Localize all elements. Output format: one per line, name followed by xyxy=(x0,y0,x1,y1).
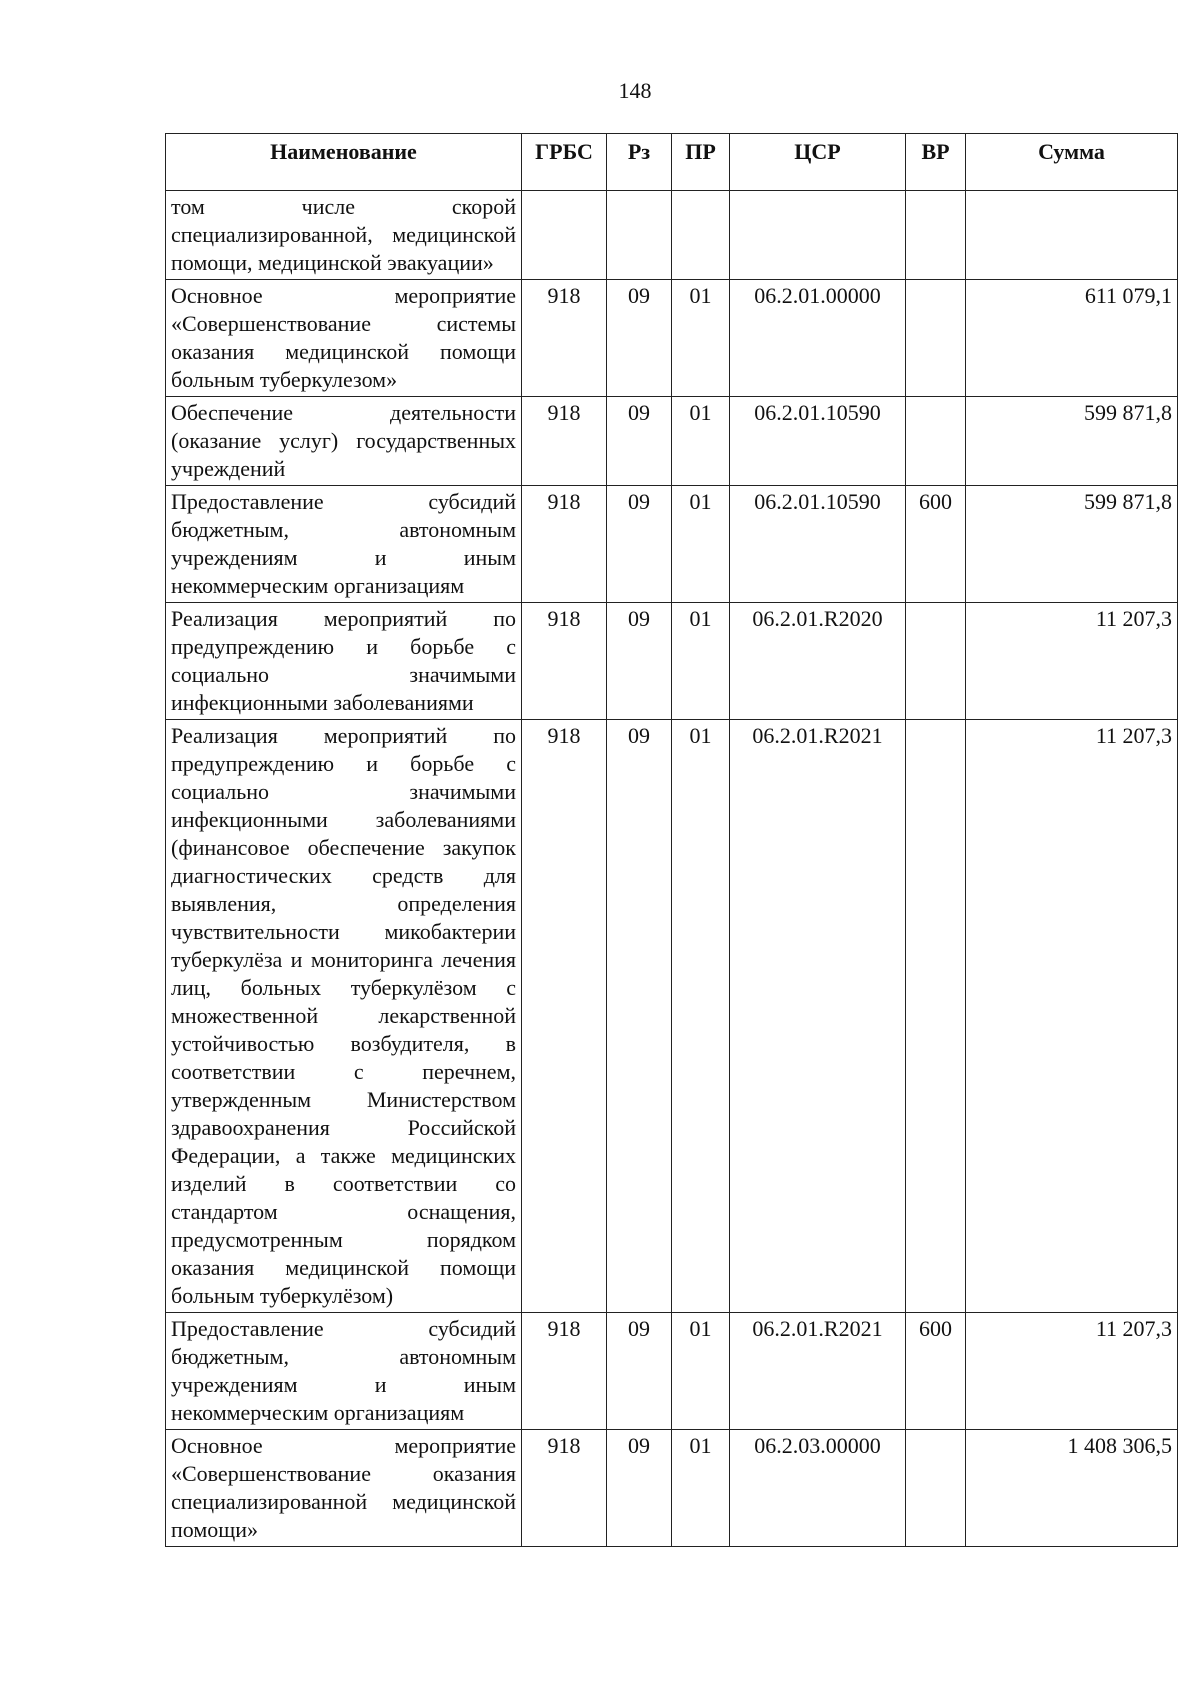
row-rz xyxy=(607,191,672,280)
row-vr xyxy=(906,720,966,1313)
row-name: том числе скорой специализированной, медицинской помощи, медицинской эвакуации» xyxy=(166,191,522,280)
row-csr: 06.2.01.10590 xyxy=(730,397,906,486)
table-row xyxy=(166,191,1178,280)
row-sum: 11 207,3 xyxy=(966,720,1178,1313)
table-row xyxy=(166,1430,1178,1547)
table-row xyxy=(166,720,1178,1313)
row-rz: 09 xyxy=(607,603,672,720)
table-header-row xyxy=(166,134,1178,191)
row-pr xyxy=(672,191,730,280)
row-name: Предоставление субсидий бюджетным, автономным учреждениям и иным некоммерческим организациям xyxy=(166,486,522,603)
row-csr: 06.2.01.R2020 xyxy=(730,603,906,720)
row-pr: 01 xyxy=(672,1430,730,1547)
table-row xyxy=(166,486,1178,603)
row-grbs: 918 xyxy=(522,1430,607,1547)
budget-table xyxy=(165,133,1178,1547)
row-csr xyxy=(730,191,906,280)
row-grbs: 918 xyxy=(522,280,607,397)
row-name: Реализация мероприятий по предупреждению и борьбе с социально значимыми инфекционными заболеваниями xyxy=(166,603,522,720)
row-grbs xyxy=(522,191,607,280)
row-rz: 09 xyxy=(607,486,672,603)
header-pr: ПР xyxy=(672,134,730,191)
header-name: Наименование xyxy=(166,134,522,191)
table-row xyxy=(166,603,1178,720)
row-sum: 11 207,3 xyxy=(966,1313,1178,1430)
row-sum: 599 871,8 xyxy=(966,486,1178,603)
row-pr: 01 xyxy=(672,720,730,1313)
row-name: Обеспечение деятельности (оказание услуг) государственных учреждений xyxy=(166,397,522,486)
row-vr xyxy=(906,603,966,720)
row-sum: 599 871,8 xyxy=(966,397,1178,486)
row-pr: 01 xyxy=(672,397,730,486)
row-vr: 600 xyxy=(906,1313,966,1430)
row-rz: 09 xyxy=(607,280,672,397)
row-csr: 06.2.01.10590 xyxy=(730,486,906,603)
row-pr: 01 xyxy=(672,603,730,720)
row-grbs: 918 xyxy=(522,1313,607,1430)
table-row xyxy=(166,280,1178,397)
row-csr: 06.2.01.R2021 xyxy=(730,720,906,1313)
header-grbs: ГРБС xyxy=(522,134,607,191)
row-pr: 01 xyxy=(672,486,730,603)
row-grbs: 918 xyxy=(522,603,607,720)
row-csr: 06.2.01.00000 xyxy=(730,280,906,397)
row-name: Реализация мероприятий по предупреждению и борьбе с социально значимыми инфекционными заболеваниями (финансовое обеспечение закупок диагностических средств для выявления, определения чувствительности микобактерии туберкулёза и мониторинга лечения лиц, больных туберкулёзом с множественной лекарственной устойчивостью возбудителя, в соответствии с перечнем, утвержденным Министерством здравоохранения Российской Федерации, а также медицинских изделий в соответствии со стандартом оснащения, предусмотренным порядком оказания медицинской помощи больным туберкулёзом) xyxy=(166,720,522,1313)
row-name: Основное мероприятие «Совершенствование системы оказания медицинской помощи больным туберкулезом» xyxy=(166,280,522,397)
row-vr xyxy=(906,1430,966,1547)
row-vr: 600 xyxy=(906,486,966,603)
table-row xyxy=(166,1313,1178,1430)
row-csr: 06.2.01.R2021 xyxy=(730,1313,906,1430)
row-rz: 09 xyxy=(607,397,672,486)
row-vr xyxy=(906,280,966,397)
header-vr: ВР xyxy=(906,134,966,191)
row-sum: 611 079,1 xyxy=(966,280,1178,397)
row-grbs: 918 xyxy=(522,397,607,486)
row-csr: 06.2.03.00000 xyxy=(730,1430,906,1547)
row-rz: 09 xyxy=(607,1430,672,1547)
row-sum: 11 207,3 xyxy=(966,603,1178,720)
row-grbs: 918 xyxy=(522,486,607,603)
row-vr xyxy=(906,191,966,280)
row-name: Предоставление субсидий бюджетным, автономным учреждениям и иным некоммерческим организациям xyxy=(166,1313,522,1430)
row-rz: 09 xyxy=(607,720,672,1313)
row-sum: 1 408 306,5 xyxy=(966,1430,1178,1547)
header-sum: Сумма xyxy=(966,134,1178,191)
row-rz: 09 xyxy=(607,1313,672,1430)
table-row xyxy=(166,397,1178,486)
row-grbs: 918 xyxy=(522,720,607,1313)
row-pr: 01 xyxy=(672,1313,730,1430)
row-sum xyxy=(966,191,1178,280)
page-number: 148 xyxy=(618,78,652,103)
row-pr: 01 xyxy=(672,280,730,397)
header-csr: ЦСР xyxy=(730,134,906,191)
row-vr xyxy=(906,397,966,486)
header-rz: Рз xyxy=(607,134,672,191)
row-name: Основное мероприятие «Совершенствование оказания специализированной медицинской помощи» xyxy=(166,1430,522,1547)
